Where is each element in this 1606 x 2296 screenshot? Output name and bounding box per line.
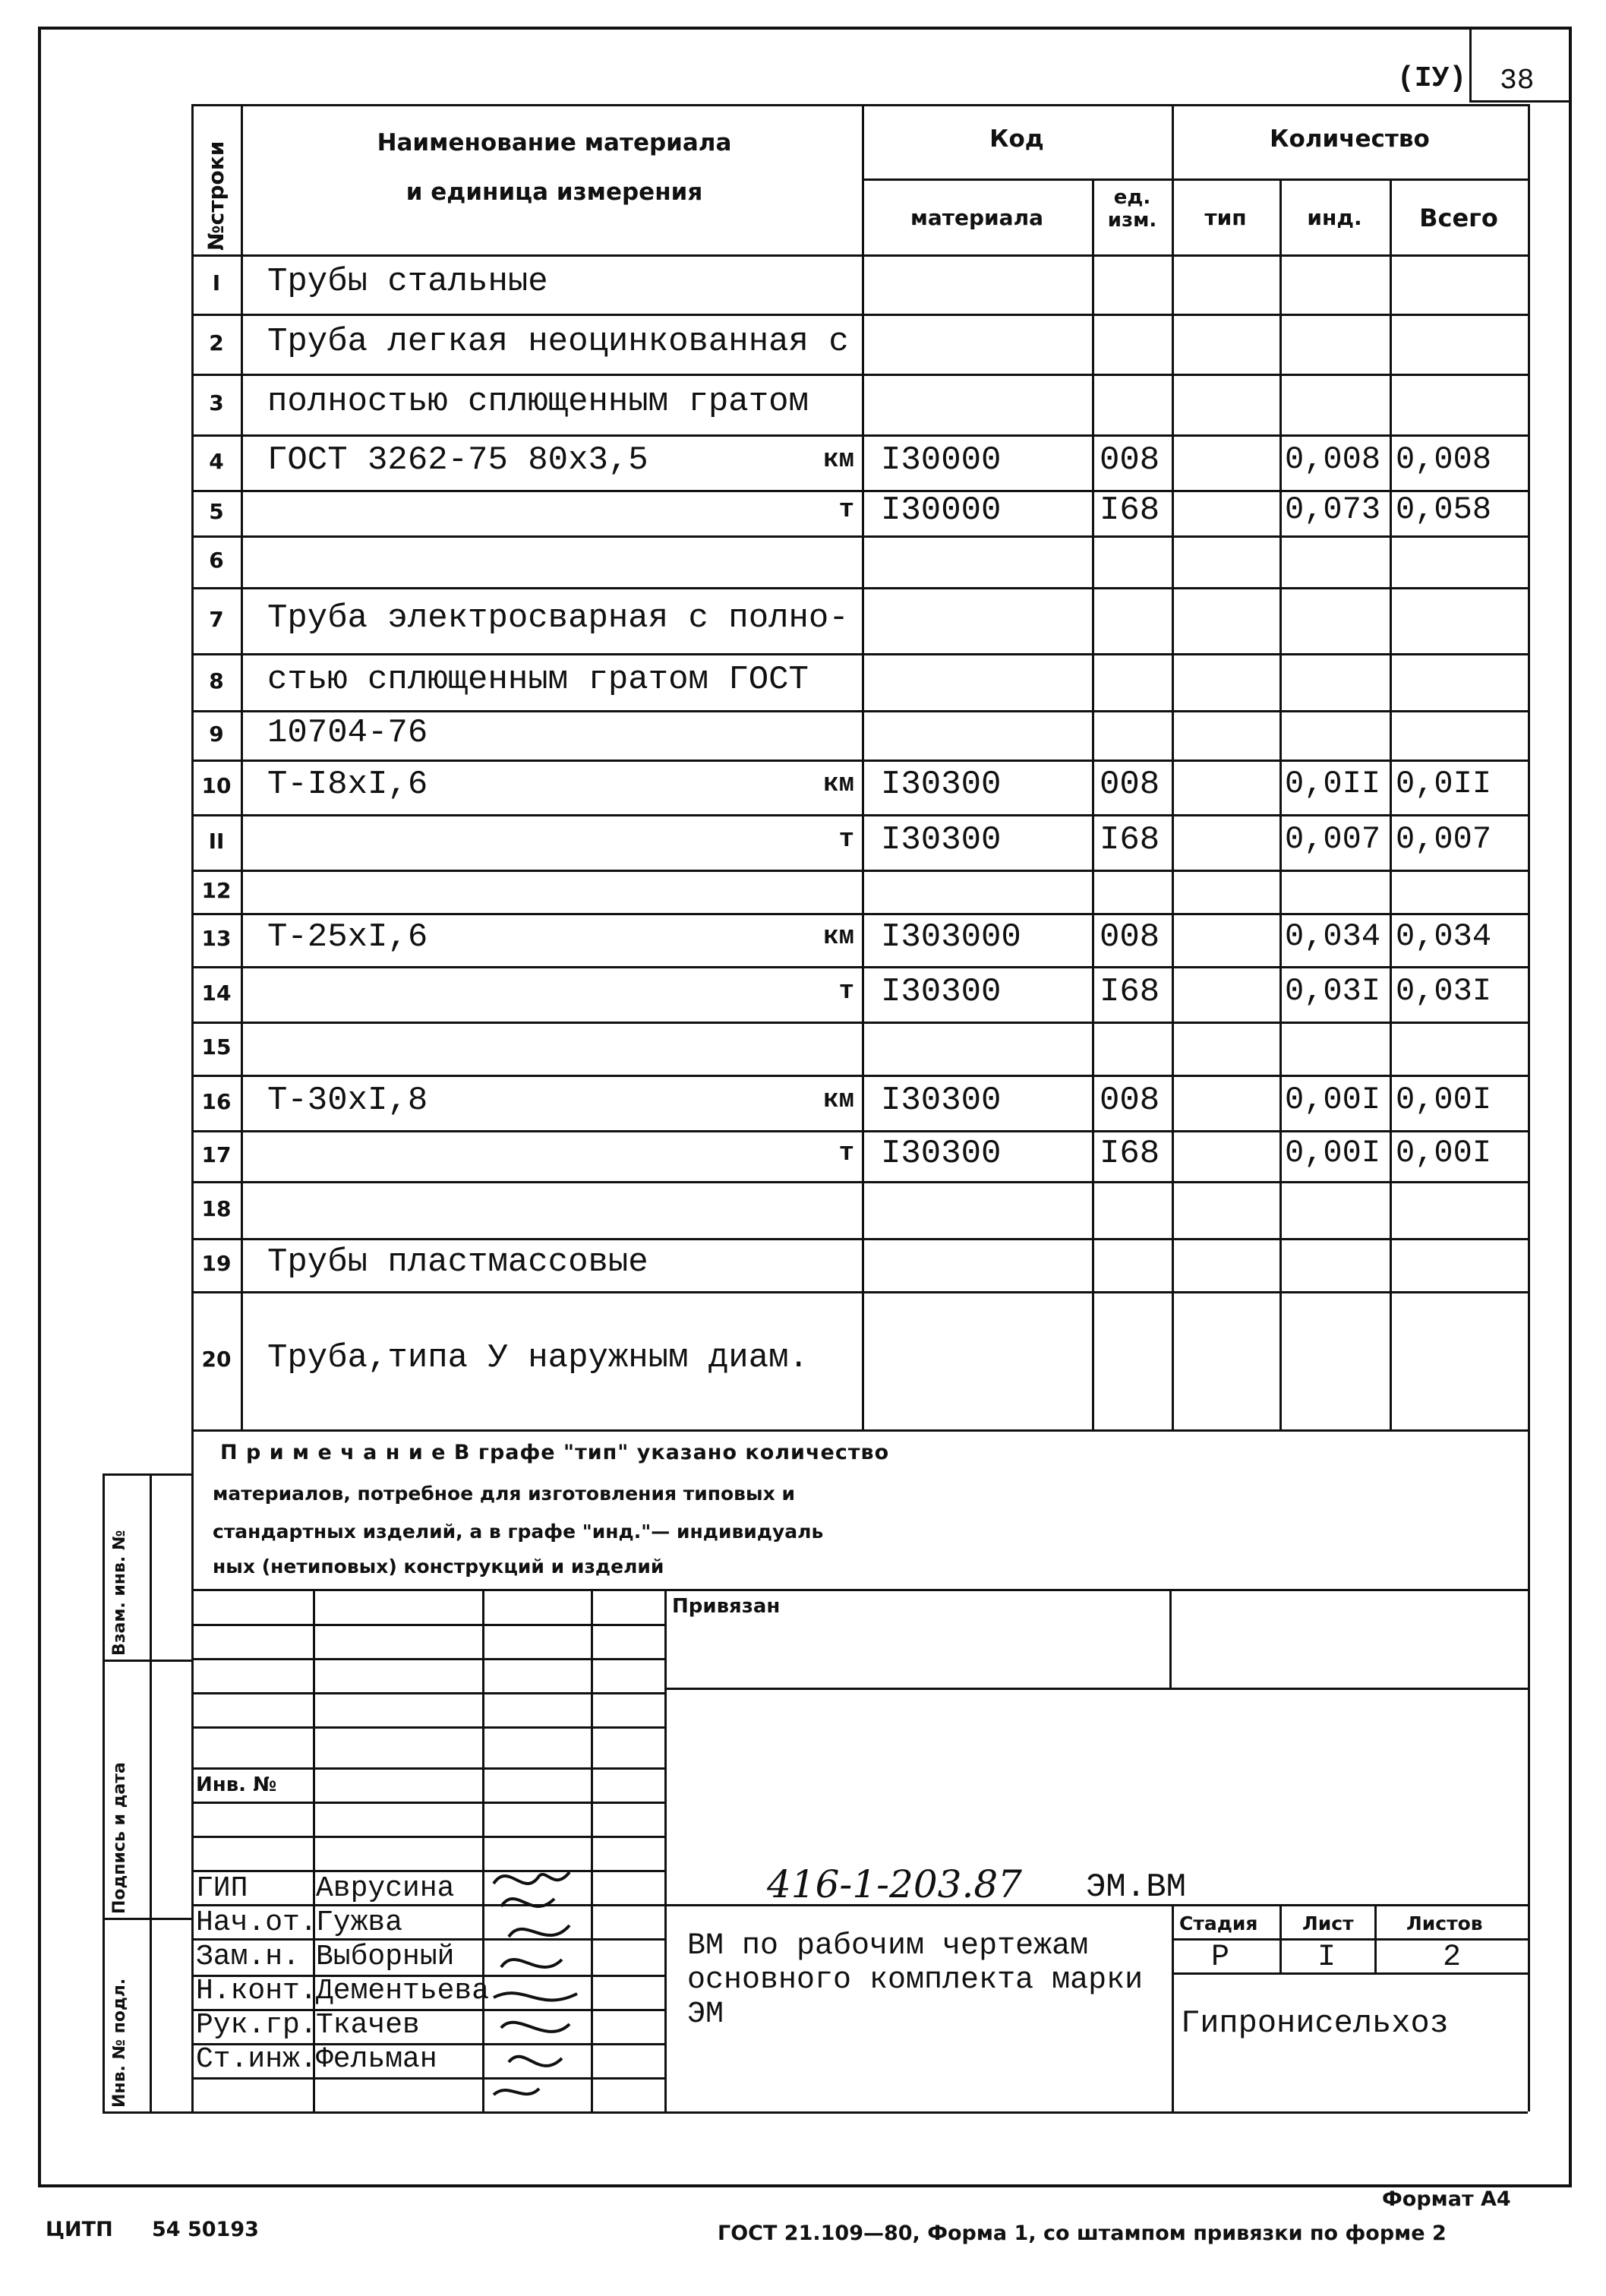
cell-code-unit: 008 bbox=[1100, 441, 1160, 479]
row-number: 2 bbox=[209, 330, 224, 355]
doc-code-typed: ЭМ.ВМ bbox=[1086, 1868, 1187, 1906]
cell-material: I30300 bbox=[881, 1135, 1002, 1173]
row-divider bbox=[191, 434, 1528, 437]
header-name-line1: Наименование материала bbox=[377, 129, 732, 156]
sheet-marker: (IУ) bbox=[1397, 62, 1467, 95]
format-label: Формат А4 bbox=[1382, 2187, 1511, 2211]
header-row-number: №строки bbox=[204, 141, 229, 251]
stage-value: Р bbox=[1211, 1941, 1230, 1975]
note-line3: стандартных изделий, а в графе "инд."— индивидуаль bbox=[213, 1521, 824, 1543]
note-line1: П р и м е ч а н и е В графе "тип" указано количество bbox=[220, 1441, 890, 1464]
cell-ind: 0,03I bbox=[1285, 973, 1381, 1009]
row-divider bbox=[191, 913, 1528, 915]
doc-code-handwritten: 416-1-203.87 bbox=[767, 1862, 1022, 1906]
signer-name: Гужва bbox=[316, 1906, 403, 1939]
row-divider bbox=[191, 760, 1528, 762]
cell-total: 0,058 bbox=[1396, 491, 1492, 528]
page-number: 38 bbox=[1500, 65, 1535, 97]
unit-of-measure: т bbox=[838, 496, 854, 525]
cell-ind: 0,007 bbox=[1285, 821, 1381, 857]
cell-total: 0,03I bbox=[1396, 973, 1492, 1009]
cell-code-unit: 008 bbox=[1100, 918, 1160, 956]
stage-label: Стадия bbox=[1179, 1912, 1258, 1934]
cell-code-unit: I68 bbox=[1100, 491, 1160, 529]
signer-name: Фельман bbox=[316, 2043, 437, 2076]
note-line4: ных (нетиповых) конструкций и изделий bbox=[213, 1555, 664, 1578]
row-divider bbox=[191, 870, 1528, 872]
signer-name: Выборный bbox=[316, 1941, 455, 1973]
row-number: 18 bbox=[201, 1196, 232, 1221]
row-number: 4 bbox=[209, 449, 224, 474]
inv-no-label: Инв. № bbox=[196, 1773, 277, 1796]
cell-code-unit: I68 bbox=[1100, 973, 1160, 1011]
cell-material: I30000 bbox=[881, 441, 1002, 479]
signer-role: Ст.инж. bbox=[196, 2043, 317, 2076]
cell-code-unit: 008 bbox=[1100, 766, 1160, 804]
cell-total: 0,00I bbox=[1396, 1135, 1492, 1171]
row-number: 12 bbox=[201, 878, 232, 903]
header-name-line2: и единица измерения bbox=[405, 178, 703, 206]
unit-of-measure: т bbox=[838, 826, 854, 854]
sheet-value: I bbox=[1317, 1941, 1336, 1975]
material-name: Труба легкая неоцинкованная с bbox=[267, 323, 849, 361]
signature-scribbles bbox=[478, 1853, 592, 2111]
cell-ind: 0,0II bbox=[1285, 766, 1381, 802]
cell-material: I303000 bbox=[881, 918, 1021, 956]
header-quantity: Количество bbox=[1270, 125, 1430, 153]
row-divider bbox=[191, 535, 1528, 538]
cell-total: 0,034 bbox=[1396, 918, 1492, 955]
row-divider bbox=[191, 1238, 1528, 1240]
footer-left-number: 54 50193 bbox=[152, 2218, 259, 2241]
organization: Гипронисельхоз bbox=[1181, 2005, 1449, 2042]
cell-code-unit: I68 bbox=[1100, 1135, 1160, 1173]
material-name: Труба,типа У наружным диам. bbox=[267, 1339, 809, 1377]
cell-total: 0,007 bbox=[1396, 821, 1492, 857]
signer-role: Нач.от. bbox=[196, 1906, 317, 1939]
row-divider bbox=[191, 966, 1528, 968]
signer-name: Ткачев bbox=[316, 2009, 420, 2042]
cell-material: I30300 bbox=[881, 821, 1002, 859]
cell-ind: 0,00I bbox=[1285, 1135, 1381, 1171]
row-divider bbox=[191, 314, 1528, 316]
cell-material: I30000 bbox=[881, 491, 1002, 529]
stamp-title-line2: основного комплекта марки bbox=[687, 1963, 1144, 1998]
signer-name: Аврусина bbox=[316, 1872, 455, 1905]
row-number: 7 bbox=[209, 607, 224, 632]
cell-code-unit: 008 bbox=[1100, 1082, 1160, 1120]
cell-material: I30300 bbox=[881, 1082, 1002, 1120]
material-name: Трубы пластмассовые bbox=[267, 1243, 648, 1281]
material-name: 10704-76 bbox=[267, 714, 428, 752]
header-code: Код bbox=[989, 125, 1044, 153]
cell-ind: 0,073 bbox=[1285, 491, 1381, 528]
material-name: Т-30хI,8 bbox=[267, 1082, 428, 1120]
row-divider bbox=[191, 1075, 1528, 1077]
unit-of-measure: км bbox=[823, 1086, 854, 1115]
cell-material: I30300 bbox=[881, 766, 1002, 804]
material-name: ГОСТ 3262-75 80х3,5 bbox=[267, 441, 648, 479]
privyazan-label: Привязан bbox=[672, 1595, 781, 1618]
side-label-podpis: Подпись и дата bbox=[110, 1762, 129, 1914]
cell-total: 0,0II bbox=[1396, 766, 1492, 802]
material-name: Труба электросварная с полно- bbox=[267, 599, 849, 637]
row-number: 9 bbox=[209, 722, 224, 747]
cell-ind: 0,008 bbox=[1285, 441, 1381, 478]
row-number: II bbox=[208, 829, 225, 854]
row-number: 14 bbox=[201, 981, 232, 1006]
side-label-vzam: Взам. инв. № bbox=[110, 1530, 129, 1656]
header-qty-type: тип bbox=[1204, 205, 1247, 230]
row-number: I bbox=[212, 270, 221, 295]
row-divider bbox=[191, 653, 1528, 655]
row-number: 10 bbox=[201, 773, 232, 798]
row-number: 8 bbox=[209, 668, 224, 693]
stamp-title-line1: ВМ по рабочим чертежам bbox=[687, 1929, 1089, 1963]
header-qty-ind: инд. bbox=[1307, 205, 1362, 230]
row-number: 20 bbox=[201, 1347, 232, 1372]
note-line2: материалов, потребное для изготовления типовых и bbox=[213, 1483, 795, 1505]
material-name: Т-I8хI,6 bbox=[267, 766, 428, 804]
unit-of-measure: км bbox=[823, 446, 854, 475]
signer-role: ГИП bbox=[196, 1872, 248, 1905]
unit-of-measure: км bbox=[823, 770, 854, 799]
row-number: 6 bbox=[209, 548, 224, 573]
cell-ind: 0,034 bbox=[1285, 918, 1381, 955]
cell-code-unit: I68 bbox=[1100, 821, 1160, 859]
material-name: полностью сплющенным гратом bbox=[267, 383, 809, 421]
material-name: Т-25хI,6 bbox=[267, 918, 428, 956]
stamp-title-line3: ЭМ bbox=[687, 1998, 724, 2032]
footer-left-code: ЦИТП bbox=[46, 2218, 113, 2241]
sheets-label: Листов bbox=[1406, 1912, 1483, 1934]
row-divider bbox=[191, 710, 1528, 712]
header-qty-total: Всего bbox=[1419, 204, 1498, 232]
unit-of-measure: т bbox=[838, 977, 854, 1006]
signer-name: Дементьева bbox=[316, 1975, 490, 2007]
row-divider bbox=[191, 814, 1528, 816]
row-divider bbox=[191, 1181, 1528, 1183]
footer-gost: ГОСТ 21.109—80, Форма 1, со штампом привязки по форме 2 bbox=[718, 2222, 1447, 2245]
cell-total: 0,00I bbox=[1396, 1082, 1492, 1118]
row-number: 15 bbox=[201, 1034, 232, 1060]
material-name: стью сплющенным гратом ГОСТ bbox=[267, 661, 809, 699]
side-label-inv-podl: Инв. № подл. bbox=[110, 1978, 129, 2108]
row-number: 13 bbox=[201, 926, 232, 951]
signer-role: Н.конт. bbox=[196, 1975, 317, 2007]
header-code-material: материала bbox=[910, 205, 1043, 230]
row-divider bbox=[191, 587, 1528, 589]
row-divider bbox=[191, 374, 1528, 376]
cell-material: I30300 bbox=[881, 973, 1002, 1011]
row-divider bbox=[191, 1022, 1528, 1024]
signer-role: Рук.гр. bbox=[196, 2009, 317, 2042]
row-divider bbox=[191, 1291, 1528, 1293]
unit-of-measure: км bbox=[823, 923, 854, 952]
header-code-unit: ед. изм. bbox=[1107, 186, 1157, 232]
row-number: 5 bbox=[209, 499, 224, 524]
material-name: Трубы стальные bbox=[267, 263, 548, 301]
row-number: 17 bbox=[201, 1142, 232, 1167]
row-divider bbox=[191, 1130, 1528, 1132]
unit-of-measure: т bbox=[838, 1139, 854, 1168]
sheet-label: Лист bbox=[1302, 1912, 1354, 1934]
row-number: 16 bbox=[201, 1089, 232, 1114]
cell-total: 0,008 bbox=[1396, 441, 1492, 478]
row-number: 3 bbox=[209, 390, 224, 415]
row-number: 19 bbox=[201, 1251, 232, 1276]
sheets-value: 2 bbox=[1443, 1941, 1462, 1975]
cell-ind: 0,00I bbox=[1285, 1082, 1381, 1118]
signer-role: Зам.н. bbox=[196, 1941, 300, 1973]
